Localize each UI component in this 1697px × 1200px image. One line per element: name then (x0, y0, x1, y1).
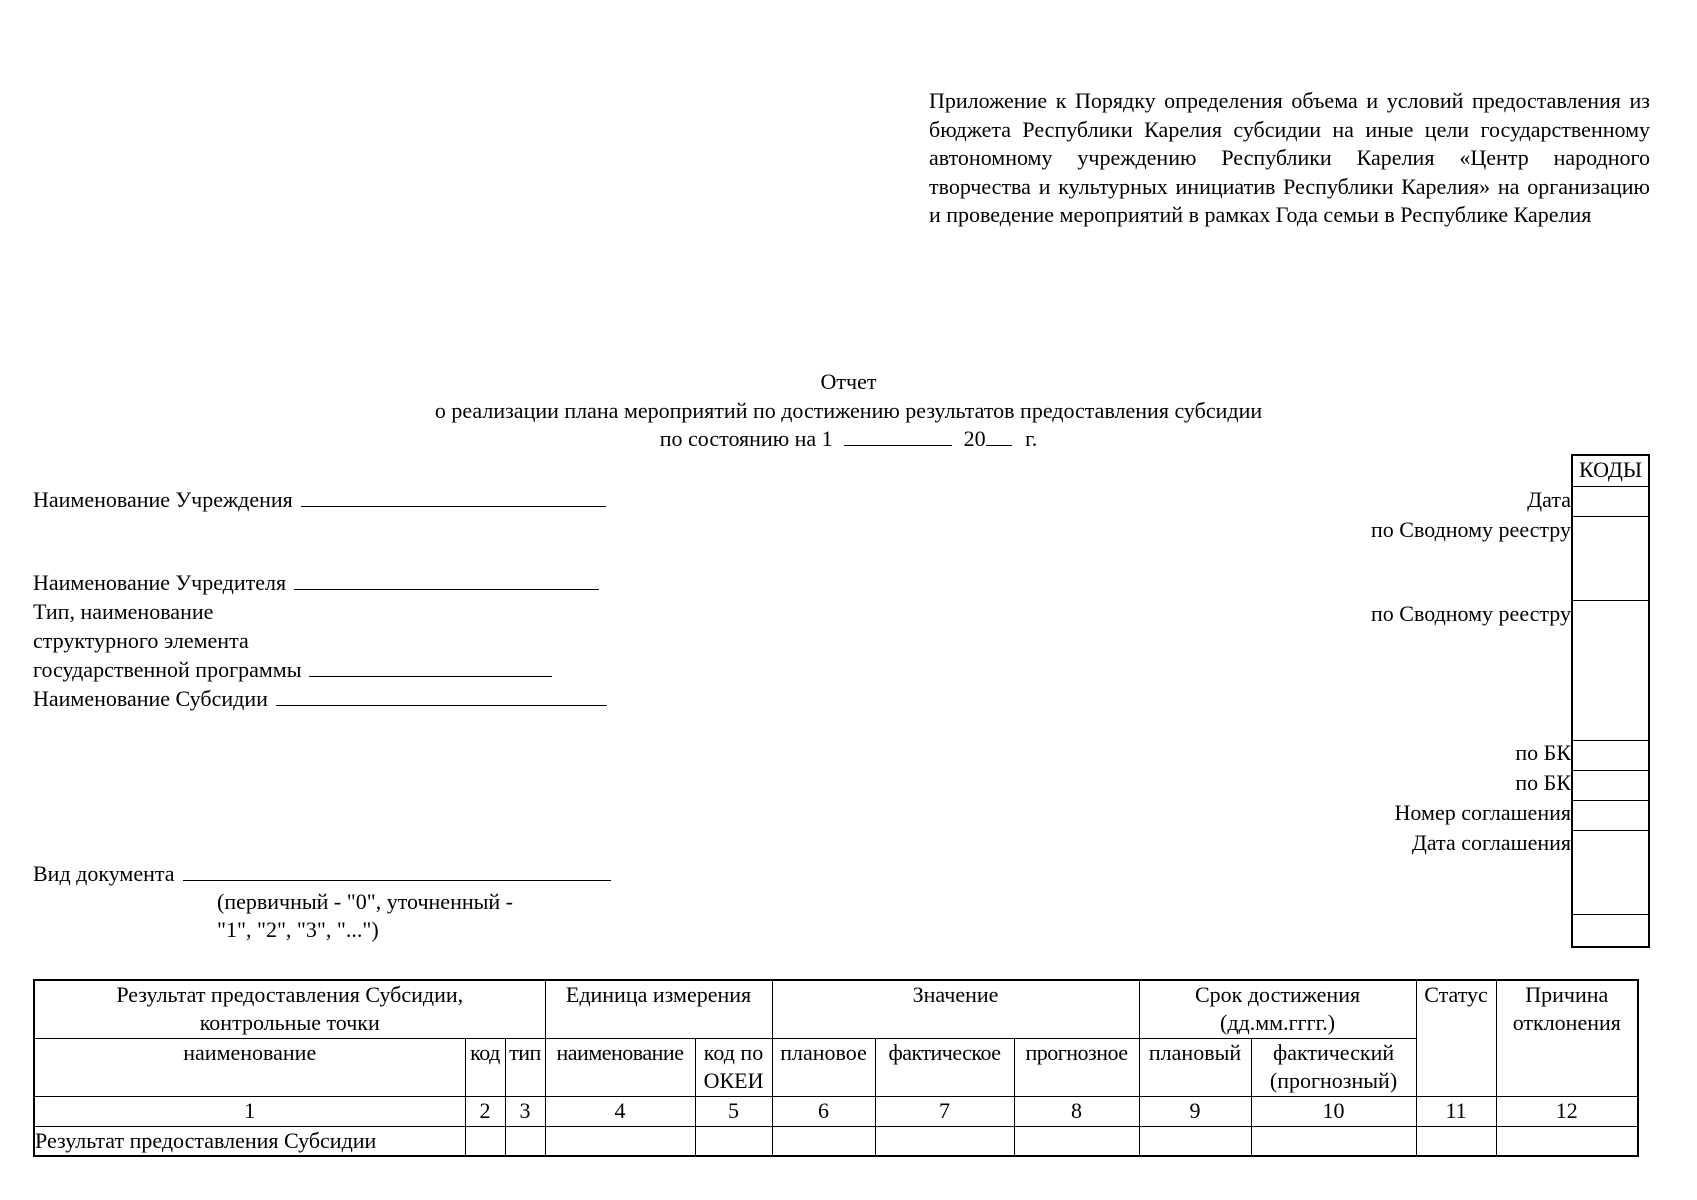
label-agreement-date: Дата соглашения (1411, 830, 1571, 855)
label-bk-2: по БК (1515, 770, 1571, 795)
label-date: Дата (1527, 487, 1571, 512)
institution-input[interactable] (301, 488, 606, 507)
row-cell-code[interactable] (465, 1126, 505, 1156)
header-deadline (1139, 980, 1416, 1038)
table-header-row-1 (34, 980, 1638, 1038)
subheader-okei-line2: ОКЕИ (703, 1067, 764, 1093)
subsidy-label: Наименование Субсидии (33, 686, 268, 711)
subheader-actual-date-line2: (прогнозный) (1269, 1067, 1398, 1093)
header-result-line2: контрольные точки (199, 1010, 380, 1035)
code-agreement-number-cell[interactable] (1573, 801, 1648, 831)
col-number-3: 3 (505, 1096, 545, 1126)
row-cell-actual[interactable] (875, 1126, 1014, 1156)
doc-type-hint-1: (первичный - "0", уточненный - (217, 889, 513, 914)
col-number-4: 4 (545, 1096, 695, 1126)
row-result-label: Результат предоставления Субсидии (34, 1126, 465, 1156)
col-number-10: 10 (1251, 1096, 1416, 1126)
doc-type-input[interactable] (183, 862, 611, 881)
row-cell-okei[interactable] (695, 1126, 772, 1156)
founder-label: Наименование Учредителя (33, 570, 287, 595)
label-agreement-number: Номер соглашения (1394, 800, 1571, 825)
results-table (33, 979, 1639, 1157)
program-label-3: государственной программы (33, 657, 302, 682)
code-registry-1-cell[interactable] (1573, 517, 1648, 601)
subheader-actual-date (1251, 1038, 1416, 1096)
subsidy-input[interactable] (276, 687, 607, 706)
year-suffix: г. (1025, 426, 1038, 451)
code-bk-2-cell[interactable] (1573, 771, 1648, 801)
subheader-forecast: прогнозное (1014, 1038, 1139, 1096)
doc-type-field (33, 860, 611, 888)
code-registry-2-cell[interactable] (1573, 601, 1648, 741)
table-number-row (34, 1096, 1638, 1126)
subheader-actual: фактическое (875, 1038, 1014, 1096)
institution-field (33, 486, 606, 514)
program-label-1: Тип, наименование (33, 599, 214, 624)
header-result-line1: Результат предоставления Субсидии, (116, 982, 464, 1007)
code-extra-cell[interactable] (1573, 915, 1648, 946)
code-date-cell[interactable] (1573, 487, 1648, 517)
col-number-2: 2 (465, 1096, 505, 1126)
row-cell-planned[interactable] (772, 1126, 875, 1156)
subheader-okei-line1: код по (703, 1039, 764, 1065)
label-registry-1: по Сводному реестру (1371, 517, 1571, 542)
code-agreement-date-cell[interactable] (1573, 831, 1648, 915)
col-number-12: 12 (1496, 1096, 1638, 1126)
subheader-code: код (465, 1038, 505, 1096)
year-blank[interactable] (986, 427, 1012, 446)
header-result (34, 980, 545, 1038)
row-cell-unit-name[interactable] (545, 1126, 695, 1156)
program-label-2: структурного элемента (33, 628, 249, 653)
col-number-8: 8 (1014, 1096, 1139, 1126)
subheader-unit-name: наименование (545, 1038, 695, 1096)
row-cell-planned-date[interactable] (1139, 1126, 1251, 1156)
header-reason-line2: отклонения (1512, 1010, 1621, 1035)
header-reason (1496, 980, 1638, 1096)
institution-label: Наименование Учреждения (33, 487, 293, 512)
doc-type-label: Вид документа (33, 861, 175, 886)
founder-input[interactable] (294, 571, 599, 590)
doc-type-hint-2: "1", "2", "3", "...") (217, 917, 379, 942)
header-deadline-line2: (дд.мм.гггг.) (1220, 1010, 1336, 1035)
header-unit (545, 980, 772, 1038)
subheader-actual-date-line1: фактический (1272, 1039, 1395, 1065)
founder-field (33, 569, 599, 597)
row-cell-actual-date[interactable] (1251, 1126, 1416, 1156)
col-number-11: 11 (1416, 1096, 1496, 1126)
subheader-okei (695, 1038, 772, 1096)
subheader-planned-date: плановый (1139, 1038, 1251, 1096)
appendix-text: Приложение к Порядку определения объема и условий предоставления из бюджета Республики Карелия субсидии на иные цели государственному автономному учреждению Республики Карелия «Центр народного творчества и культурных инициатив Республики Карелия» на организацию и проведение мероприятий в рамках Года семьи в Республике Карелия (929, 88, 1650, 227)
col-number-6: 6 (772, 1096, 875, 1126)
report-date-line (0, 425, 1697, 453)
label-bk-1: по БК (1515, 740, 1571, 765)
table-header-row-2 (34, 1038, 1638, 1096)
row-cell-reason[interactable] (1496, 1126, 1638, 1156)
code-bk-1-cell[interactable] (1573, 741, 1648, 771)
col-number-5: 5 (695, 1096, 772, 1126)
subheader-type: тип (505, 1038, 545, 1096)
header-value-label: Значение (912, 982, 999, 1007)
label-registry-2: по Сводному реестру (1371, 601, 1571, 626)
row-cell-type[interactable] (505, 1126, 545, 1156)
row-cell-status[interactable] (1416, 1126, 1496, 1156)
report-subtitle: о реализации плана мероприятий по достижению результатов предоставления субсидии (434, 398, 1263, 423)
codes-box (1571, 454, 1650, 948)
header-status (1416, 980, 1496, 1096)
program-input[interactable] (309, 658, 552, 677)
header-value (772, 980, 1139, 1038)
header-deadline-line1: Срок достижения (1194, 982, 1361, 1007)
subheader-planned: плановое (772, 1038, 875, 1096)
subheader-name: наименование (34, 1038, 465, 1096)
codes-header: КОДЫ (1573, 456, 1648, 487)
col-number-7: 7 (875, 1096, 1014, 1126)
header-unit-label: Единица измерения (565, 982, 752, 1007)
subsidy-field (33, 685, 607, 713)
date-prefix: по состоянию на 1 (659, 426, 833, 451)
table-row (34, 1126, 1638, 1156)
year-prefix: 20 (963, 426, 986, 451)
header-reason-line1: Причина (1525, 982, 1609, 1007)
report-title: Отчет (820, 369, 877, 394)
month-blank[interactable] (844, 427, 952, 446)
row-cell-forecast[interactable] (1014, 1126, 1139, 1156)
col-number-9: 9 (1139, 1096, 1251, 1126)
program-field (33, 656, 552, 684)
header-status-label: Статус (1424, 982, 1488, 1007)
col-number-1: 1 (34, 1096, 465, 1126)
